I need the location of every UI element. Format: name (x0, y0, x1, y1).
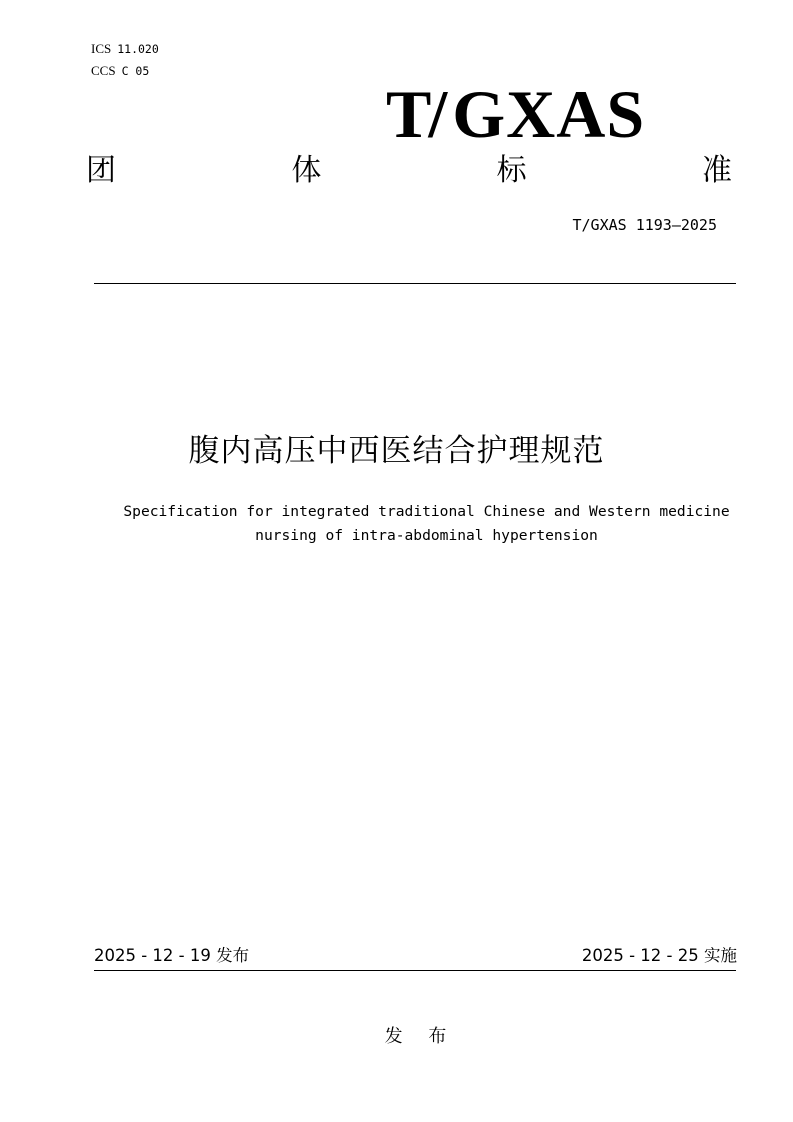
ccs-code (91, 60, 159, 82)
logo-prefix: T (386, 76, 433, 152)
standard-number: T/GXAS 1193—2025 (572, 216, 717, 234)
standard-type-char: 团 (86, 153, 116, 188)
ics-label: ICS (91, 41, 112, 56)
standard-type-char: 体 (291, 153, 322, 188)
top-divider (94, 283, 736, 284)
standard-type-char: 准 (701, 153, 732, 188)
standard-type-heading (86, 152, 732, 190)
standard-type-char: 标 (496, 153, 527, 188)
publisher-label: 发 布 (384, 1026, 457, 1047)
logo-code: GXAS (452, 76, 646, 152)
english-title-line-1: Specification for integrated traditional Chinese and Western medicine (123, 503, 730, 520)
issue-date: 2025 - 12 - 19 发布 (94, 946, 250, 965)
classification-codes (91, 38, 159, 82)
organization-logo (386, 78, 645, 150)
bottom-divider (94, 970, 736, 971)
ics-code (91, 38, 159, 60)
english-title-line-2: nursing of intra-abdominal hypertension (255, 527, 598, 544)
ccs-value: C 05 (121, 64, 150, 78)
document-title-chinese: 腹内高压中西医结合护理规范 (188, 433, 605, 469)
implementation-date: 2025 - 12 - 25 实施 (581, 946, 737, 965)
document-title-english (60, 500, 793, 548)
ics-value: 11.020 (117, 42, 159, 56)
ccs-label: CCS (91, 63, 116, 78)
logo-slash: / (428, 76, 449, 152)
